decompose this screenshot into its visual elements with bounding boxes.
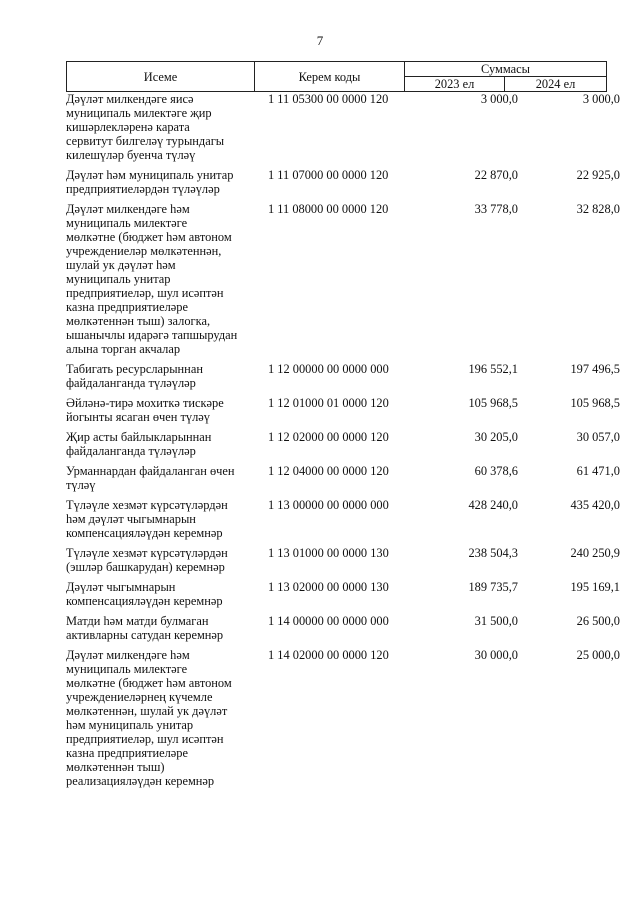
row-name-line: мөлкәтне (бюджет һәм автоном bbox=[66, 230, 232, 244]
row-name-line: файдаланганда түләүләр bbox=[66, 444, 196, 458]
row-name-line: реализацияләүдән керемнәр bbox=[66, 774, 215, 788]
row-name-line: йогынты ясаган өчен түләү bbox=[66, 410, 211, 424]
row-name bbox=[66, 202, 254, 362]
row-name-line: компенсацияләүдән керемнәр bbox=[66, 526, 223, 540]
row-value-2024: 105 968,5 bbox=[570, 396, 620, 410]
page-number: 7 bbox=[316, 33, 324, 48]
row-name-line: Түләүле хезмәт күрсәтүләрдән bbox=[66, 498, 228, 512]
row-name bbox=[66, 546, 254, 580]
row-value-2024: 26 500,0 bbox=[576, 614, 620, 628]
row-code: 1 13 00000 00 0000 000 bbox=[268, 498, 389, 512]
table-row bbox=[66, 546, 622, 580]
table-row bbox=[66, 430, 622, 464]
table-row bbox=[66, 464, 622, 498]
row-name-line: Матди һәм матди булмаган bbox=[66, 614, 209, 628]
header-sum: Суммасы bbox=[405, 62, 607, 77]
row-value-2023: 196 552,1 bbox=[468, 362, 518, 376]
row-name-line: файдаланганда түләүләр bbox=[66, 376, 196, 390]
table-row bbox=[66, 202, 622, 362]
row-name-line: алына торган акчалар bbox=[66, 342, 181, 356]
table-row bbox=[66, 92, 622, 168]
row-code: 1 11 08000 00 0000 120 bbox=[268, 202, 389, 216]
revenue-table bbox=[66, 92, 622, 794]
row-value-2023: 105 968,5 bbox=[468, 396, 518, 410]
row-name-line: Дәүләт милкендәге яисә bbox=[66, 92, 194, 106]
row-name-line: түләү bbox=[66, 478, 96, 492]
row-value-2024: 240 250,9 bbox=[570, 546, 620, 560]
row-value-2023: 30 000,0 bbox=[474, 648, 518, 662]
row-code: 1 12 00000 00 0000 000 bbox=[268, 362, 389, 376]
row-value-2023: 60 378,6 bbox=[474, 464, 518, 478]
header-year-2023: 2023 ел bbox=[405, 77, 505, 92]
row-name-line: Дәүләт чыгымнарын bbox=[66, 580, 176, 594]
header-code: Керем коды bbox=[255, 62, 405, 92]
row-name-line: һәм дәүләт чыгымнарын bbox=[66, 512, 196, 526]
row-name-line: муниципаль милектәге bbox=[66, 662, 188, 676]
row-name-line: учреждениеләр мөлкәтеннән, bbox=[66, 244, 222, 258]
table-row bbox=[66, 498, 622, 546]
row-name-line: Түләүле хезмәт күрсәтүләрдән bbox=[66, 546, 228, 560]
row-code: 1 14 00000 00 0000 000 bbox=[268, 614, 389, 628]
row-name bbox=[66, 648, 254, 794]
row-code: 1 13 01000 00 0000 130 bbox=[268, 546, 389, 560]
row-name-line: (эшләр башкарудан) керемнәр bbox=[66, 560, 225, 574]
row-name-line: Дәүләт һәм муниципаль унитар bbox=[66, 168, 234, 182]
row-code: 1 12 01000 01 0000 120 bbox=[268, 396, 389, 410]
row-value-2024: 32 828,0 bbox=[576, 202, 620, 216]
row-name-line: казна предприятиеләре bbox=[66, 300, 189, 314]
row-name-line: килешүләр буенча түләү bbox=[66, 148, 196, 162]
row-value-2023: 428 240,0 bbox=[468, 498, 518, 512]
table-row bbox=[66, 362, 622, 396]
row-name-line: Җир асты байлыкларыннан bbox=[66, 430, 212, 444]
row-name-line: муниципаль милектәге bbox=[66, 216, 188, 230]
row-name-line: муниципаль милектәге җир bbox=[66, 106, 212, 120]
row-name-line: Дәүләт милкендәге һәм bbox=[66, 648, 190, 662]
row-name-line: һәм муниципаль унитар bbox=[66, 718, 194, 732]
row-name-line: муниципаль унитар bbox=[66, 272, 171, 286]
row-name bbox=[66, 580, 254, 614]
row-name bbox=[66, 92, 254, 168]
row-value-2024: 3 000,0 bbox=[582, 92, 620, 106]
row-value-2024: 197 496,5 bbox=[570, 362, 620, 376]
table-row bbox=[66, 168, 622, 202]
row-name bbox=[66, 464, 254, 498]
row-name bbox=[66, 396, 254, 430]
row-name-line: кишәрлекләренә карата bbox=[66, 120, 190, 134]
row-name bbox=[66, 168, 254, 202]
row-name-line: Урманнардан файдаланган өчен bbox=[66, 464, 235, 478]
row-code: 1 12 02000 00 0000 120 bbox=[268, 430, 389, 444]
row-name bbox=[66, 614, 254, 648]
row-value-2024: 435 420,0 bbox=[570, 498, 620, 512]
table-row bbox=[66, 580, 622, 614]
row-name-line: Дәүләт милкендәге һәм bbox=[66, 202, 190, 216]
revenue-table-body bbox=[66, 92, 622, 794]
table-row bbox=[66, 614, 622, 648]
row-name bbox=[66, 498, 254, 546]
row-code: 1 11 07000 00 0000 120 bbox=[268, 168, 389, 182]
row-value-2023: 22 870,0 bbox=[474, 168, 518, 182]
table-row bbox=[66, 396, 622, 430]
row-code: 1 13 02000 00 0000 130 bbox=[268, 580, 389, 594]
row-name bbox=[66, 362, 254, 396]
row-name bbox=[66, 430, 254, 464]
row-name-line: мөлкәтеннән тыш) залогка, bbox=[66, 314, 211, 328]
header-name: Исеме bbox=[67, 62, 255, 92]
row-value-2023: 238 504,3 bbox=[468, 546, 518, 560]
row-value-2024: 61 471,0 bbox=[576, 464, 620, 478]
row-value-2024: 22 925,0 bbox=[576, 168, 620, 182]
row-value-2024: 30 057,0 bbox=[576, 430, 620, 444]
row-name-line: учреждениеләрнең күчемле bbox=[66, 690, 213, 704]
row-name-line: шулай ук дәүләт һәм bbox=[66, 258, 176, 272]
table-header bbox=[66, 61, 607, 92]
row-code: 1 12 04000 00 0000 120 bbox=[268, 464, 389, 478]
row-name-line: предприятиеләр, шул исәптән bbox=[66, 732, 224, 746]
row-name-line: предприятиеләрдән түләүләр bbox=[66, 182, 220, 196]
row-name-line: сервитут билгеләү турындагы bbox=[66, 134, 225, 148]
row-name-line: активларны сатудан керемнәр bbox=[66, 628, 224, 642]
row-value-2023: 3 000,0 bbox=[480, 92, 518, 106]
row-name-line: компенсацияләүдән керемнәр bbox=[66, 594, 223, 608]
row-name-line: казна предприятиеләре bbox=[66, 746, 189, 760]
row-value-2024: 195 169,1 bbox=[570, 580, 620, 594]
row-value-2023: 189 735,7 bbox=[468, 580, 518, 594]
row-name-line: мөлкәтне (бюджет һәм автоном bbox=[66, 676, 232, 690]
row-value-2023: 30 205,0 bbox=[474, 430, 518, 444]
row-value-2024: 25 000,0 bbox=[576, 648, 620, 662]
header-year-2024: 2024 ел bbox=[505, 77, 607, 92]
row-name-line: мөлкәтеннән тыш) bbox=[66, 760, 165, 774]
row-value-2023: 33 778,0 bbox=[474, 202, 518, 216]
row-name-line: Әйләнә-тирә мохиткә тискәре bbox=[66, 396, 224, 410]
table-row bbox=[66, 648, 622, 794]
row-name-line: Табигать ресурсларыннан bbox=[66, 362, 203, 376]
row-name-line: предприятиеләр, шул исәптән bbox=[66, 286, 224, 300]
row-name-line: мөлкәтеннән, шулай ук дәүләт bbox=[66, 704, 228, 718]
row-code: 1 11 05300 00 0000 120 bbox=[268, 92, 389, 106]
row-code: 1 14 02000 00 0000 120 bbox=[268, 648, 389, 662]
row-name-line: ышанычлы идарәгә тапшырудан bbox=[66, 328, 238, 342]
row-value-2023: 31 500,0 bbox=[474, 614, 518, 628]
